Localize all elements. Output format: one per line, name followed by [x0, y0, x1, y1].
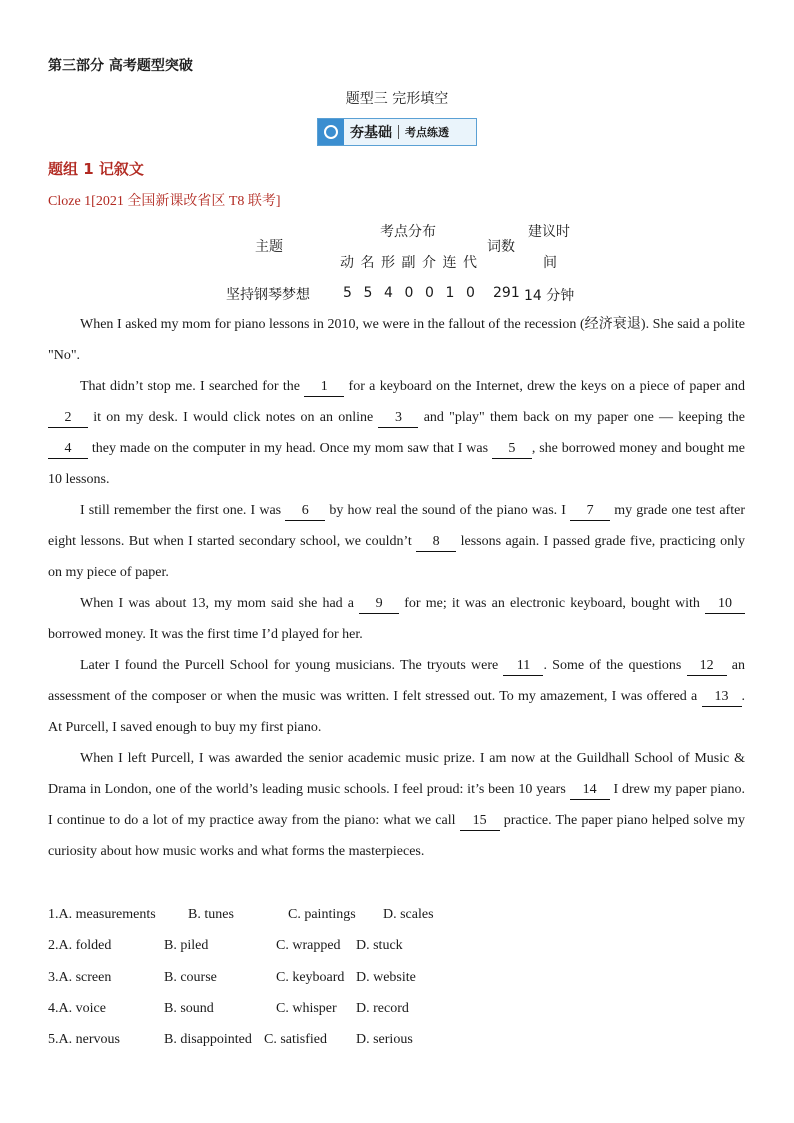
passage-text: borrowed money. It was the first time I’d played for her. — [48, 627, 363, 642]
passage-text: When I was about 13, my mom said she had a — [80, 596, 360, 611]
word-count-value: 291 — [493, 285, 520, 301]
option-1-D: D. scales — [383, 907, 434, 922]
option-1-B: B. tunes — [188, 907, 234, 922]
option-5-D: D. serious — [356, 1032, 413, 1048]
option-1-C: C. paintings — [288, 907, 356, 922]
option-3-C: C. keyboard — [276, 969, 345, 985]
option-2-B: B. piled — [164, 938, 209, 954]
option-3-B: B. course — [164, 969, 217, 985]
passage-text: an assessment of the composer or when the music was written. I felt stressed out. To my amazement, I was offered a — [48, 658, 746, 704]
passage-text: I drew my paper piano. I continue to do a lot of my practice away from the piano: what we call — [48, 782, 746, 828]
option-3-D: D. website — [356, 969, 416, 985]
table-cell: 连 — [442, 255, 457, 271]
passage-text: , she borrowed money and bought me 10 lessons. — [48, 441, 746, 487]
option-1-A: 1.A. measurements — [48, 907, 156, 922]
option-2-A: 2.A. folded — [48, 938, 112, 954]
table-cell: 5 — [343, 285, 352, 301]
option-5-A: 5.A. nervous — [48, 1032, 120, 1048]
option-5-B: B. disappointed — [164, 1032, 252, 1048]
option-2-C: C. wrapped — [276, 938, 341, 954]
question-type-title: 题型三 完形填空 — [345, 91, 449, 107]
distribution-header: 考点分布 — [380, 224, 436, 240]
time-header-2: 间 — [543, 255, 557, 271]
option-4-B: B. sound — [164, 1000, 214, 1016]
passage-text: for me; it was an electronic keyboard, bought with — [399, 596, 706, 611]
passage-text: When I asked my mom for piano lessons in 2010, we were in the fallout of the recession (经济衰退). She said a polite "No". — [48, 317, 745, 363]
word-count-header: 词数 — [487, 239, 515, 255]
theme-header: 主题 — [255, 239, 283, 255]
blank-13: 13 — [702, 688, 742, 707]
passage-text: by how real the sound of the piano was. I — [325, 503, 571, 518]
option-2-D: D. stuck — [356, 938, 403, 954]
paragraph-6 — [48, 743, 745, 867]
passage-text: . Some of the questions — [543, 658, 687, 673]
blank-4: 4 — [48, 440, 88, 459]
paragraph-5 — [48, 650, 745, 743]
passage-text: I still remember the first one. I was — [80, 503, 286, 518]
table-cell: 0 — [466, 285, 475, 301]
option-3-A: 3.A. screen — [48, 969, 112, 985]
blank-3: 3 — [378, 409, 418, 428]
practice-badge — [317, 118, 477, 146]
table-cell: 名 — [360, 255, 375, 271]
blank-12: 12 — [687, 657, 727, 676]
blank-6: 6 — [285, 502, 325, 521]
passage-text: . At Purcell, I saved enough to buy my first piano. — [48, 689, 745, 735]
blank-9: 9 — [359, 595, 399, 614]
blank-7: 7 — [570, 502, 610, 521]
passage-text: When I left Purcell, I was awarded the senior academic music prize. I am now at the Guildhall School of Music & Drama in London, one of the world’s leading music schools. I feel proud: it’s been 10 years — [48, 751, 745, 797]
passage-text: they made on the computer in my head. Once my mom saw that I was — [88, 441, 492, 456]
time-value: 14 分钟 — [524, 288, 575, 304]
paragraph-4 — [48, 588, 745, 650]
option-4-A: 4.A. voice — [48, 1000, 106, 1016]
badge-divider — [398, 125, 399, 139]
table-cell: 0 — [425, 285, 434, 301]
blank-14: 14 — [570, 781, 610, 800]
table-cell: 1 — [445, 285, 455, 301]
table-cell: 0 — [404, 285, 414, 301]
table-cell: 5 — [363, 285, 373, 301]
passage-text: and "play" them back on my paper one — keeping the — [418, 410, 745, 425]
badge-sub-label: 考点练透 — [405, 126, 449, 139]
table-cell: 形 — [381, 255, 395, 271]
passage-text: lessons again. I passed grade five, practicing only on my piece of paper. — [48, 534, 745, 580]
table-cell: 介 — [422, 255, 436, 271]
blank-5: 5 — [492, 440, 532, 459]
passage-text: it on my desk. I would click notes on an online — [88, 410, 379, 425]
passage-text: my grade one test after eight lessons. But when I started secondary school, we couldn’t — [48, 503, 745, 549]
blank-10: 10 — [705, 595, 745, 614]
table-cell: 动 — [340, 255, 354, 271]
passage-text: Later I found the Purcell School for young musicians. The tryouts were — [80, 658, 504, 673]
group-title: 题组 1 记叙文 — [48, 160, 144, 178]
paragraph-1 — [48, 309, 745, 371]
option-5-C: C. satisfied — [264, 1032, 327, 1048]
blank-2: 2 — [48, 409, 88, 428]
cloze-title: Cloze 1[2021 全国新课改省区 T8 联考] — [48, 194, 281, 209]
passage-text: That didn’t stop me. I searched for the — [80, 379, 305, 394]
option-4-D: D. record — [356, 1000, 409, 1016]
paragraph-2 — [48, 371, 745, 495]
blank-1: 1 — [304, 378, 344, 397]
passage-text: practice. The paper piano helped solve my curiosity about how music works and what forms the masterpieces. — [48, 813, 745, 859]
section-title: 第三部分 高考题型突破 — [48, 58, 193, 74]
table-cell: 代 — [463, 255, 477, 271]
badge-main-label: 夯基础 — [350, 125, 392, 141]
blank-11: 11 — [503, 657, 543, 676]
time-header-1: 建议时 — [528, 224, 570, 240]
blank-15: 15 — [460, 812, 500, 831]
table-cell: 4 — [384, 285, 393, 301]
option-4-C: C. whisper — [276, 1000, 337, 1016]
blank-8: 8 — [416, 533, 456, 552]
passage-text: for a keyboard on the Internet, drew the keys on a piece of paper and — [344, 379, 745, 394]
check-circle-icon — [318, 119, 344, 145]
passage — [48, 309, 745, 867]
theme-value: 坚持钢琴梦想 — [226, 287, 310, 303]
paragraph-3 — [48, 495, 745, 588]
table-cell: 副 — [401, 255, 416, 271]
